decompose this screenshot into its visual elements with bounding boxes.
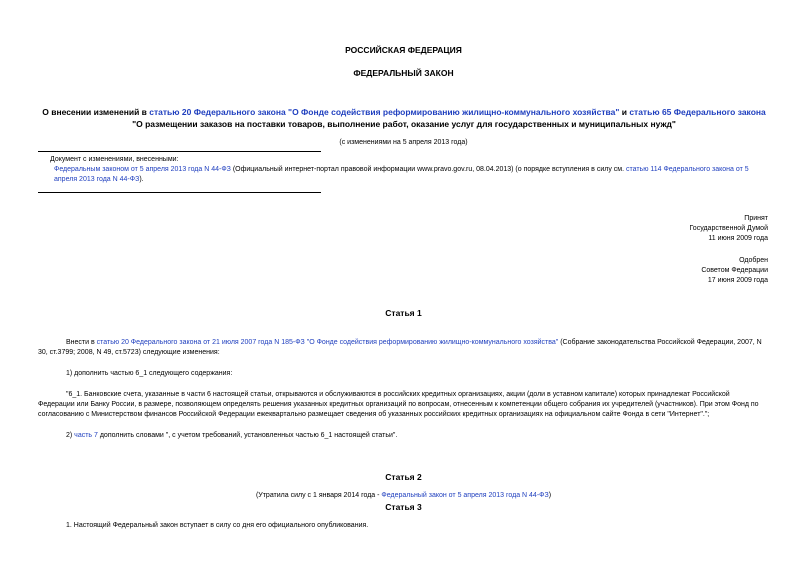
changes-bottom-rule [38, 192, 321, 193]
document-title [38, 106, 770, 130]
title-text-1: О внесении изменений в [42, 107, 150, 117]
title-link-article20[interactable]: статью 20 Федерального закона "О Фонде содействия реформированию жилищно-коммунального хозяйства" [149, 107, 620, 117]
article2-note-text-b: ) [548, 492, 552, 499]
changes-text-1: (Официальный интернет-портал правовой информации www.pravo.gov.ru, 08.04.2013) (о порядке вступления в силу см. [230, 166, 626, 173]
doc-type-heading: ФЕДЕРАЛЬНЫЙ ЗАКОН [353, 68, 454, 78]
adopted-line3: 11 июня 2009 года [708, 235, 768, 242]
article1-p2-text: 1) дополнить частью 6_1 следующего содержания: [66, 370, 233, 377]
article1-heading: Статья 1 [385, 308, 422, 318]
article1-p4-text-b: дополнить словами ", с учетом требований, установленных частью 6_1 настоящей статьи". [97, 432, 398, 439]
changes-text-2: ). [139, 176, 144, 183]
article3-paragraph1 [38, 521, 768, 531]
changes-box [50, 155, 772, 185]
edition-note: (с изменениями на 5 апреля 2013 года) [339, 139, 468, 146]
approved-line2: Советом Федерации [701, 267, 768, 274]
changes-link-article114[interactable]: статью 114 Федерального закона от 5 апреля 2013 года N 44-ФЗ [54, 166, 749, 183]
article1-p1-text-a: Внести в [66, 339, 97, 346]
article1-link-part7[interactable]: часть 7 [74, 432, 98, 439]
approved-line1: Одобрен [739, 257, 768, 264]
approved-block [500, 256, 768, 286]
changes-link-44fz[interactable]: Федеральным законом от 5 апреля 2013 года N 44-ФЗ [54, 166, 231, 173]
article2-note-text-a: (Утратила силу с 1 января 2014 года - [255, 492, 382, 499]
article1-paragraph3 [38, 390, 768, 420]
article3-p1-text: 1. Настоящий Федеральный закон вступает в силу со дня его официального опубликования. [66, 522, 369, 529]
article2-link-44fz[interactable]: Федеральный закон от 5 апреля 2013 года N 44-ФЗ [381, 492, 549, 499]
title-link-article65[interactable]: статью 65 Федерального закона [629, 107, 766, 117]
approved-line3: 17 июня 2009 года [707, 277, 768, 284]
article2-heading: Статья 2 [385, 472, 422, 482]
article1-paragraph4 [38, 431, 768, 441]
adopted-line2: Государственной Думой [689, 225, 768, 232]
article1-paragraph2 [38, 369, 768, 379]
article1-paragraph1 [38, 338, 768, 358]
article1-p3-text: "6_1. Банковские счета, указанные в части 6 настоящей статьи, открываются и обслуживаются в российских кредитных организациях, акции (доли в уставном капитале) которых принадлежат Российской Федерации или Банку России, в размере, позволяющем определять решения указанных кредитных организаций по вопросам, отнесенным к компетенции общего собрания их учредителей (участников). При этом Фонд по согласованию с Министерством финансов Российской Федерации ежеквартально размещает сведения об указанных российских кредитных организациях на официальном сайте Фонда в сети "Интернет"."; [38, 391, 759, 418]
title-text-3: "О размещении заказов на поставки товаров, выполнение работ, оказание услуг для государственных и муниципальных нужд" [132, 119, 676, 129]
article3-heading: Статья 3 [385, 502, 422, 512]
changes-intro: Документ с изменениями, внесенными: [50, 156, 179, 163]
title-text-2: и [619, 107, 630, 117]
changes-text [54, 165, 772, 185]
article2-note [0, 491, 807, 501]
adopted-line1: Принят [744, 215, 768, 222]
article1-p1-text-b: (Собрание законодательства Российской Федерации, 2007, N 30, ст.3799; 2008, N 49, ст.5723) следующие изменения: [38, 339, 762, 356]
country-heading: РОССИЙСКАЯ ФЕДЕРАЦИЯ [345, 45, 462, 55]
article1-link-185fz[interactable]: статью 20 Федерального закона от 21 июля 2007 года N 185-ФЗ "О Фонде содействия реформированию жилищно-коммунального хозяйства" [96, 339, 559, 346]
article1-p4-text-a: 2) [66, 432, 75, 439]
changes-top-rule [38, 151, 321, 152]
adopted-block [500, 214, 768, 244]
